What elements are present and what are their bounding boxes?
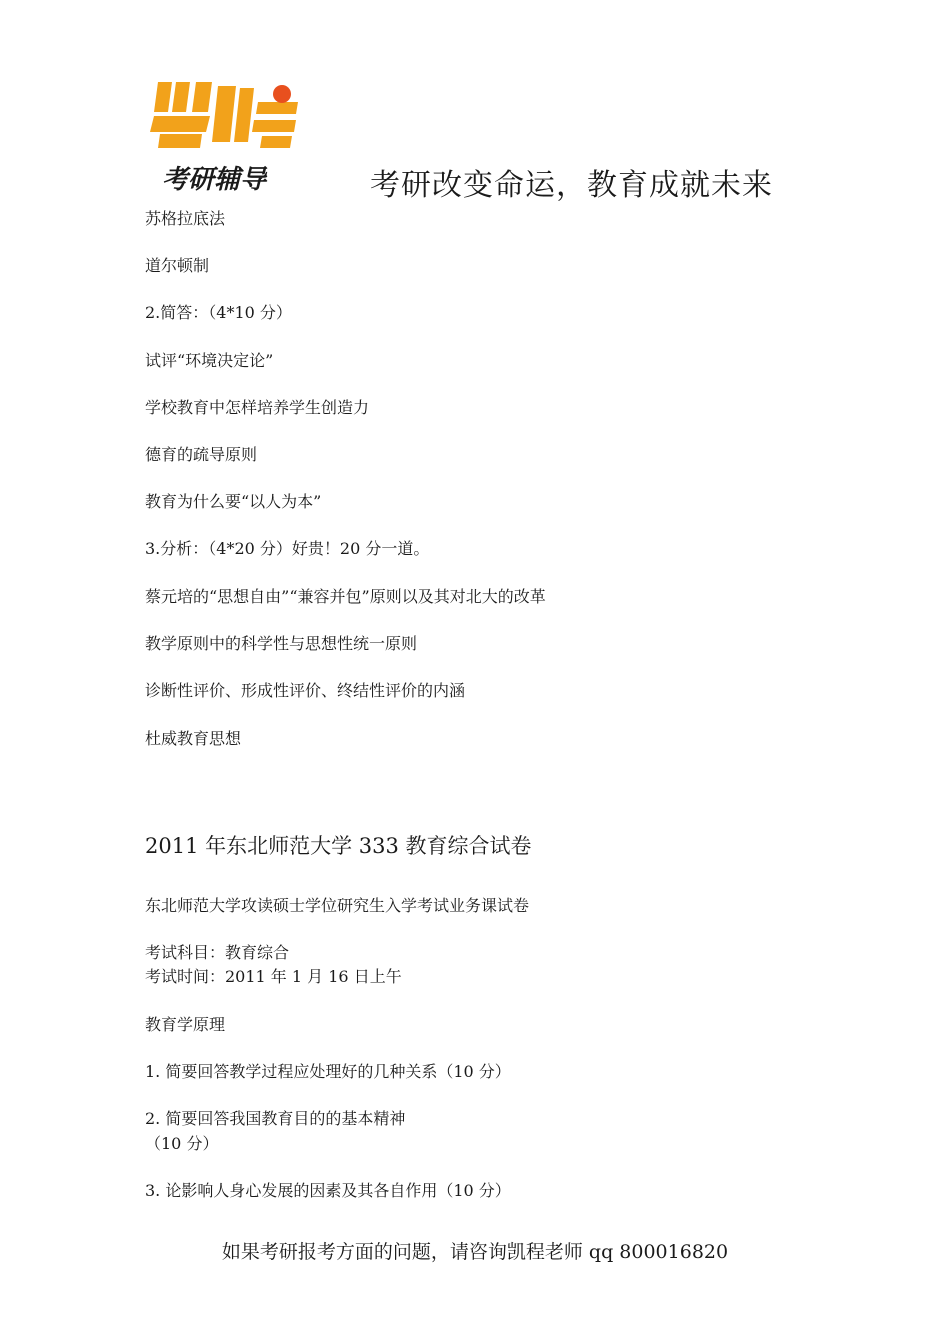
section-line: 考试科目：教育综合 [145, 943, 290, 962]
section-line: 1. 简要回答教学过程应处理好的几种关系（10 分） [145, 1062, 511, 1081]
section-line: 3. 论影响人身心发展的因素及其各自作用（10 分） [145, 1181, 511, 1200]
content-line: 试评“环境决定论” [145, 351, 274, 370]
content-line: 道尔顿制 [145, 256, 210, 275]
page-footer: 如果考研报考方面的问题，请咨询凯程老师 qq 800016820 [221, 1241, 729, 1263]
content-line: 蔡元培的“思想自由”“兼容并包”原则以及其对北大的改革 [145, 587, 546, 606]
content-line: 3.分析：（4*20 分）好贵！20 分一道。 [145, 539, 430, 558]
content-line: 杜威教育思想 [145, 729, 242, 748]
kaicheng-logo [150, 76, 302, 198]
content-line: 学校教育中怎样培养学生创造力 [145, 398, 370, 417]
content-line: 2.简答：（4*10 分） [145, 303, 292, 322]
logo-graphic [150, 76, 302, 198]
content-line: 苏格拉底法 [145, 209, 226, 228]
content-line: 教育为什么要“以人为本” [145, 492, 322, 511]
logo-tagline: 考研辅导 [162, 165, 267, 195]
section-line: （10 分） [145, 1134, 219, 1153]
section-line: 东北师范大学攻读硕士学位研究生入学考试业务课试卷 [145, 896, 530, 915]
page-slogan: 考研改变命运，教育成就未来 [370, 168, 773, 203]
section-line: 考试时间：2011 年 1 月 16 日上午 [145, 967, 402, 986]
section-line: 教育学原理 [145, 1015, 226, 1034]
content-line: 诊断性评价、形成性评价、终结性评价的内涵 [145, 681, 466, 700]
content-line: 德育的疏导原则 [145, 445, 258, 464]
section-title: 2011 年东北师范大学 333 教育综合试卷 [145, 834, 532, 858]
content-line: 教学原则中的科学性与思想性统一原则 [145, 634, 418, 653]
logo-dot [273, 85, 291, 103]
section-line: 2. 简要回答我国教育目的的基本精神 [145, 1109, 406, 1128]
